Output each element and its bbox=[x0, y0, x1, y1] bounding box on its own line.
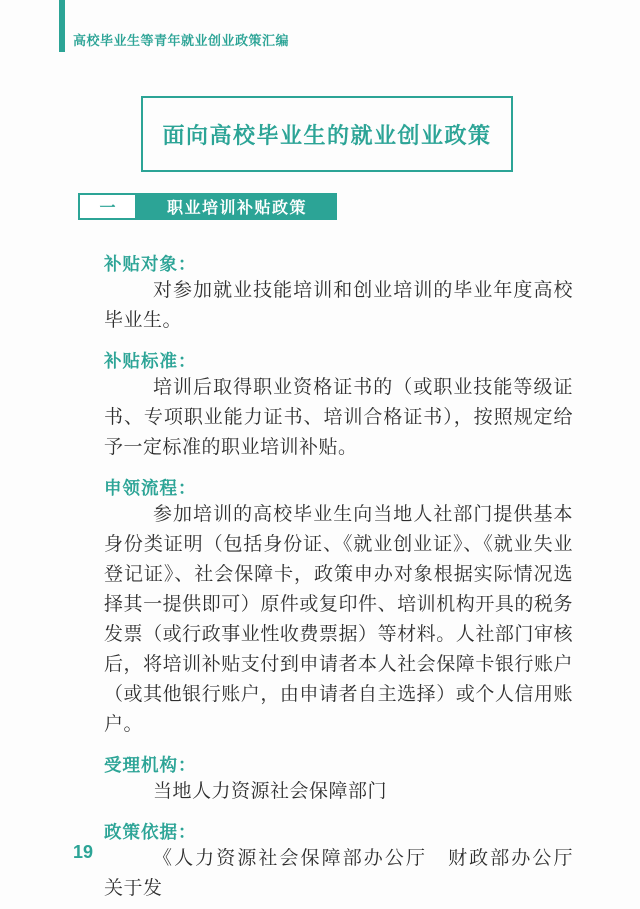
subsection-paragraph: 《人力资源社会保障部办公厅 财政部办公厅 关于发 bbox=[104, 848, 593, 899]
subsection-heading: 受理机构： bbox=[104, 755, 197, 775]
subsection-paragraph: 当地人力资源社会保障部门 bbox=[153, 781, 388, 802]
subsection-heading: 政策依据： bbox=[104, 822, 197, 842]
page-number: 19 bbox=[73, 842, 94, 862]
section-number-badge: 一 bbox=[78, 193, 137, 220]
subsection-heading: 补贴对象： bbox=[104, 254, 197, 274]
document-title: 高校毕业生等青年就业创业政策汇编 bbox=[73, 33, 290, 48]
policy-content bbox=[104, 240, 593, 904]
subsection-subsidy-standard bbox=[104, 349, 573, 463]
subsection-application-process bbox=[104, 476, 573, 740]
section-title: 职业培训补贴政策 bbox=[166, 200, 307, 217]
chapter-title: 面向高校毕业生的就业创业政策 bbox=[162, 122, 492, 148]
subsection-heading: 补贴标准： bbox=[104, 351, 197, 371]
subsection-accepting-agency bbox=[104, 753, 573, 807]
subsection-paragraph: 参加培训的高校毕业生向当地人社部门提供基本身份类证明（包括身份证、《就业创业证》、《就业失业登记证》、社会保障卡，政策申办对象根据实际情况选择其一提供即可）原件或复印件、培训机构开具的税务发票（或行政事业性收费票据）等材料。人社部门审核后，将培训补贴支付到申请者本人社会保障卡银行账户（或其他银行账户，由申请者自主选择）或个人信用账户。 bbox=[104, 504, 573, 735]
chapter-title-box bbox=[141, 96, 513, 172]
subsection-subsidy-target bbox=[104, 252, 573, 336]
subsection-paragraph: 对参加就业技能培训和创业培训的毕业年度高校毕业生。 bbox=[104, 280, 573, 331]
running-header bbox=[59, 0, 289, 52]
section-header-bar bbox=[78, 193, 337, 220]
subsection-heading: 申领流程： bbox=[104, 478, 197, 498]
header-accent-bar bbox=[59, 0, 65, 52]
subsection-paragraph: 培训后取得职业资格证书的（或职业技能等级证书、专项职业能力证书、培训合格证书），按照规定给予一定标准的职业培训补贴。 bbox=[104, 377, 573, 458]
subsection-policy-basis bbox=[104, 820, 593, 904]
